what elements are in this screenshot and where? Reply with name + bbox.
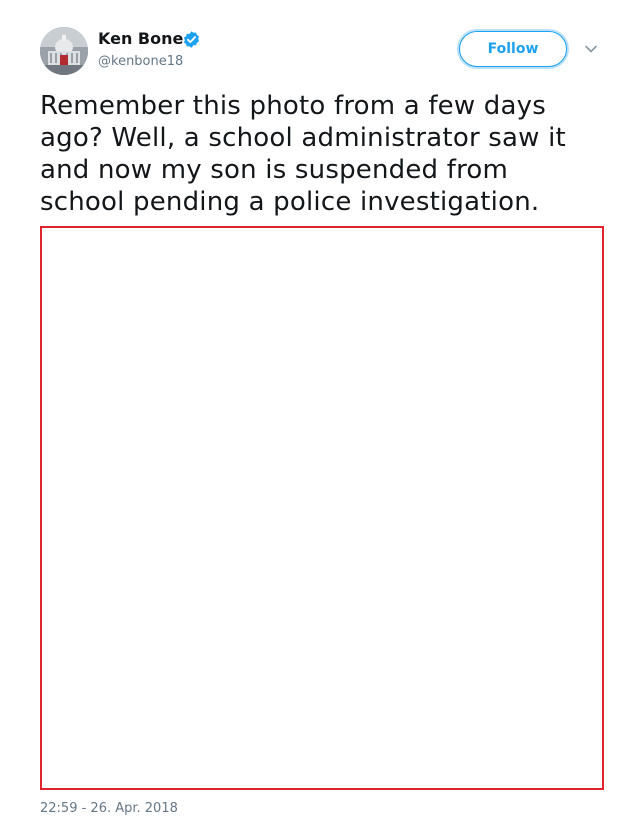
capitol-building-icon bbox=[40, 27, 88, 75]
chevron-down-icon[interactable] bbox=[584, 42, 598, 56]
tweet-text: Remember this photo from a few days ago? Well, a school administrator saw it and now my son is suspended from school pending a police investigation. bbox=[40, 91, 566, 217]
tweet-media[interactable] bbox=[40, 226, 604, 790]
tweet-timestamp[interactable]: 22:59 - 26. Apr. 2018 bbox=[40, 801, 178, 816]
author-handle[interactable]: @kenbone18 bbox=[98, 54, 184, 69]
follow-button[interactable]: Follow bbox=[459, 31, 567, 67]
verified-badge-icon bbox=[182, 30, 201, 49]
author-display-name[interactable]: Ken Bone bbox=[98, 29, 184, 48]
avatar[interactable] bbox=[40, 27, 88, 75]
